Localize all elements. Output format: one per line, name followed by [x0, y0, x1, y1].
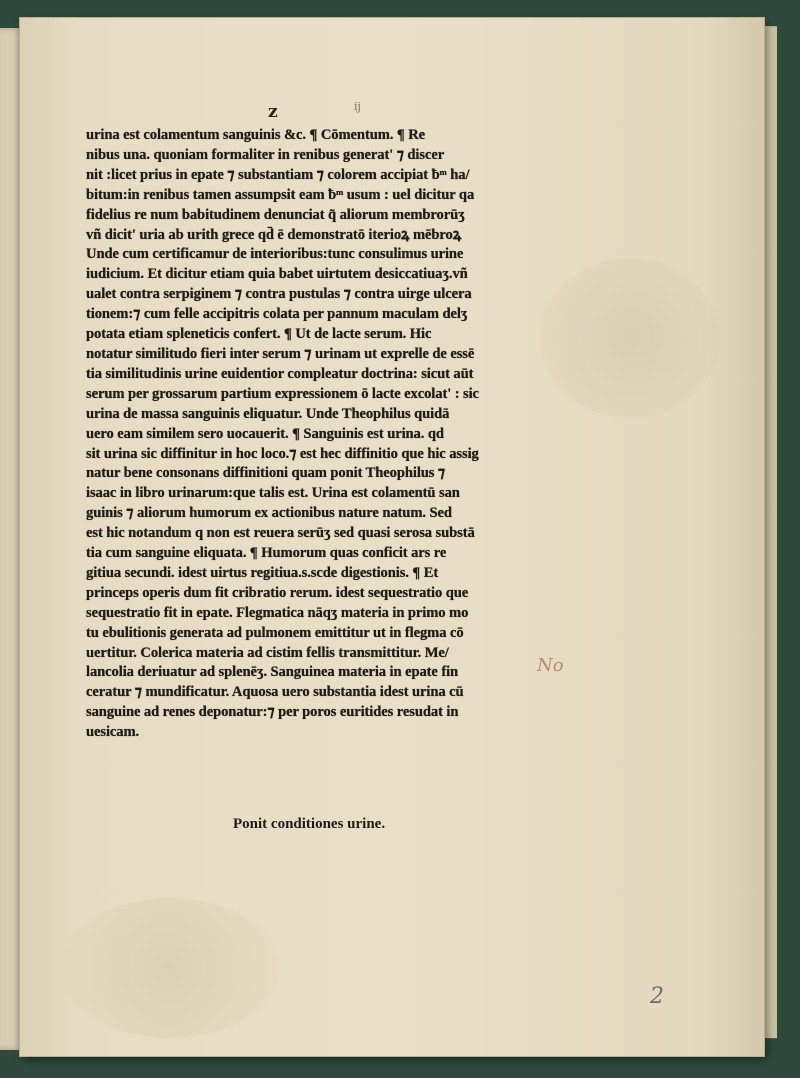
text-line: Unde cum certificamur de interioribus:tunc consulimus urine	[86, 246, 464, 263]
main-text-block	[86, 126, 546, 743]
text-line: guinis ⁊ aliorum humorum ex actionibus nature natum. Sed	[86, 505, 452, 522]
signature-mark: z	[268, 102, 278, 122]
text-line: natur bene consonans diffinitioni quam ponit Theophilus ⁊	[86, 465, 446, 482]
text-line: isaac in libro urinarum:que talis est. Urina est colamentū san	[86, 485, 460, 502]
section-heading: Ponit conditiones urine.	[233, 816, 386, 832]
text-line: uero eam similem sero uocauerit. ¶ Sanguinis est urina. qd	[86, 425, 444, 442]
text-line: nibus una. quoniam formaliter in renibus generat' ⁊ discer	[86, 146, 445, 163]
text-line: serum per grossarum partium expressionem ō lacte excolat' : sic	[86, 385, 479, 402]
text-line: est hic notandum q non est reuera serūʒ sed quasi serosa substā	[86, 525, 475, 542]
text-line: sanguine ad renes deponatur:⁊ per poros euritides resudat in	[86, 704, 459, 721]
signature-extra-mark: ij	[354, 100, 361, 113]
text-line: gitiua secundi. idest uirtus regitiua.s.scde digestionis. ¶ Et	[86, 564, 439, 581]
text-line: fidelius re num babitudinem denunciat q̃ aliorum membrorūʒ	[86, 206, 465, 223]
text-line: sit urina sic diffinitur in hoc loco.⁊ est hec diffinitio que hic assig	[86, 445, 479, 462]
text-line: notatur similitudo fieri inter serum ⁊ urinam ut exprelle de essē	[86, 345, 475, 362]
paper-stain	[540, 258, 720, 418]
text-line: tia cum sanguine eliquata. ¶ Humorum quas conficit ars re	[86, 545, 447, 562]
text-line: tia similitudinis urine euidentior compleatur doctrina: sicut aūt	[86, 365, 474, 382]
text-line: tu ebulitionis generata ad pulmonem emittitur ut in flegma cō	[86, 624, 464, 641]
text-line: urina de massa sanguinis eliquatur. Unde Theophilus quidā	[86, 405, 450, 422]
folio-number: 2	[650, 984, 664, 1009]
text-line: vñ dicit' uria ab urith grece qd̄ ē demonstratō iterioꝝ mēbroꝝ	[86, 226, 462, 243]
text-line: sequestratio fit in epate. Flegmatica nāqʒ materia in primo mo	[86, 604, 469, 621]
text-line: ualet contra serpiginem ⁊ contra pustulas ⁊ contra uirge ulcera	[86, 286, 472, 303]
text-line: ceratur ⁊ mundificatur. Aquosa uero substantia idest urina cū	[86, 684, 464, 701]
text-line: bitum:in renibus tamen assumpsit eam ƀᵐ usum : uel dicitur qa	[86, 186, 475, 203]
text-line: lancolia deriuatur ad splenēʒ. Sanguinea materia in epate fin	[86, 664, 459, 681]
text-line: uertitur. Colerica materia ad cistim fellis transmittitur. Me/	[86, 644, 449, 661]
text-line: urina est colamentum sanguinis &c. ¶ Cōmentum. ¶ Re	[86, 127, 426, 143]
paper-stain	[60, 898, 280, 1038]
text-line: uesicam.	[86, 724, 140, 741]
margin-annotation: No	[537, 655, 564, 676]
text-line: nit :licet prius in epate ⁊ substantiam ⁊ colorem accipiat ƀᵐ ha/	[86, 166, 470, 183]
text-line: iudicium. Et dicitur etiam quia babet uirtutem desiccatiuaʒ.vñ	[86, 266, 468, 283]
text-line: potata etiam spleneticis confert. ¶ Ut de lacte serum. Hic	[86, 326, 432, 343]
text-line: princeps operis dum fit cribratio rerum. idest sequestratio que	[86, 584, 469, 601]
text-line: tionem:⁊ cum felle accipitris colata per pannum maculam delʒ	[86, 306, 468, 323]
